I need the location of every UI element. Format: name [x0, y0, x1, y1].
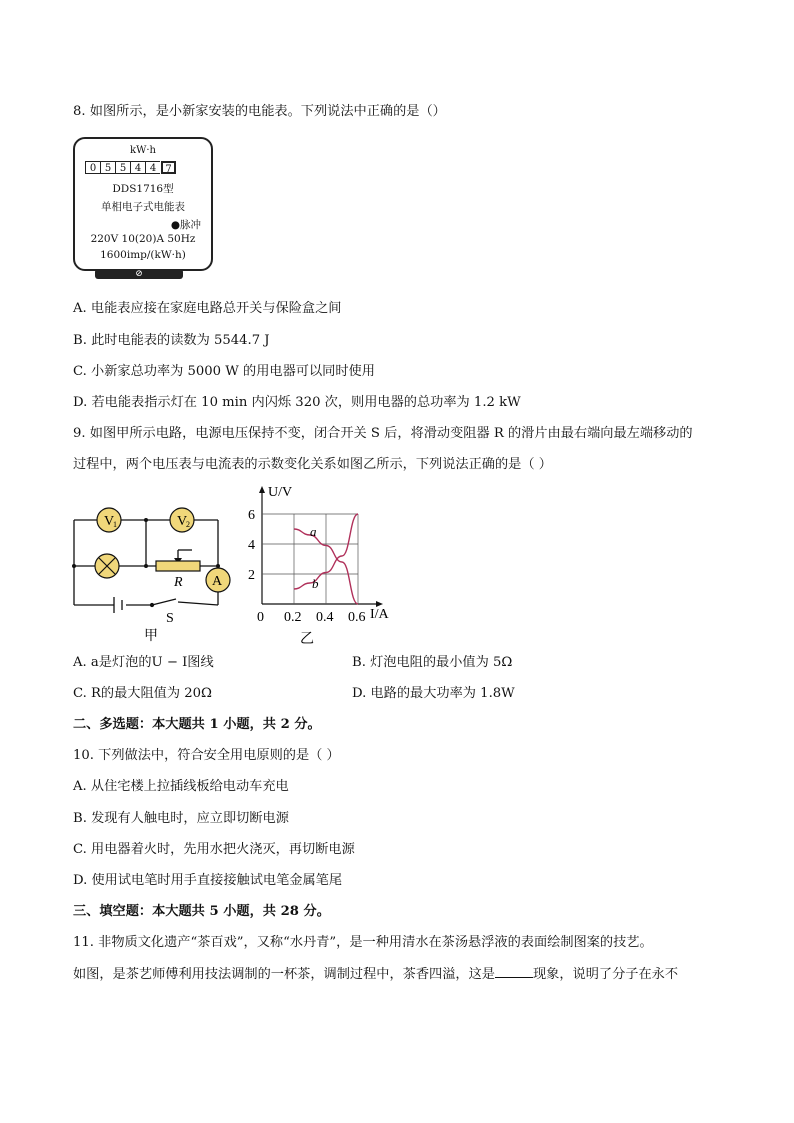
switch-label: S: [166, 611, 174, 626]
meter-digit: 5: [115, 161, 130, 174]
q10-option-c: C. 用电器着火时，先用水把火浇灭，再切断电源: [73, 842, 355, 857]
q9-stem-line2: 过程中，两个电压表与电流表的示数变化关系如图乙所示，下列说法正确的是（ ）: [73, 457, 552, 472]
x-tick-label: 0.4: [316, 610, 334, 625]
q8-option-a: A. 电能表应接在家庭电路总开关与保险盒之间: [73, 301, 342, 316]
graph-ylabel: U/V: [268, 485, 293, 500]
meter-digit-fraction: 7: [161, 161, 176, 174]
q9-stem-line1: 9. 如图甲所示电路，电源电压保持不变，闭合开关 S 后，将滑动变阻器 R 的滑片由最右端向最左端移动的: [73, 426, 693, 441]
meter-digit: 5: [100, 161, 115, 174]
section-2-heading: 二、多选题：本大题共 1 小题，共 2 分。: [73, 717, 321, 732]
ui-graph: [240, 478, 400, 648]
meter-digit: 0: [85, 161, 100, 174]
y-tick-label: 6: [248, 508, 255, 523]
q8-option-c: C. 小新家总功率为 5000 W 的用电器可以同时使用: [73, 364, 375, 379]
meter-base: [95, 269, 183, 279]
x-tick-label: 0.6: [348, 610, 366, 625]
q10-option-d: D. 使用试电笔时用手直接接触试电笔金属笔尾: [73, 873, 343, 888]
y-tick-label: 4: [248, 538, 255, 553]
x-tick-label: 0: [257, 610, 264, 625]
q11-line2-part2: 现象，说明了分子在永不: [533, 967, 679, 982]
meter-name: 单相电子式电能表: [101, 201, 185, 213]
q10-option-b: B. 发现有人触电时，应立即切断电源: [73, 811, 289, 826]
meter-base-symbol-icon: ⊘: [135, 269, 143, 279]
rheostat: [156, 561, 200, 571]
graph-xlabel: I/A: [370, 607, 389, 622]
q9-option-b: B. 灯泡电阻的最小值为 5Ω: [352, 655, 513, 670]
curve-a-label: a: [310, 524, 317, 539]
q8-stem: 8. 如图所示，是小新家安装的电能表。下列说法中正确的是（）: [73, 104, 446, 119]
q9-option-a: A. a是灯泡的U − I图线: [73, 655, 214, 670]
meter-model: DDS1716型: [112, 183, 174, 195]
electric-meter-figure: [73, 137, 213, 271]
lamp-icon: [95, 554, 119, 578]
meter-unit: kW·h: [130, 145, 156, 156]
meter-digit: 4: [130, 161, 145, 174]
meter-pulse: ●脉冲: [170, 219, 201, 231]
q10-stem: 10. 下列做法中，符合安全用电原则的是（ ）: [73, 748, 340, 763]
meter-constant: 1600imp/(kW·h): [100, 249, 186, 261]
circuit-caption: 甲: [144, 629, 158, 644]
svg-text:V: V: [177, 514, 188, 529]
q9-option-c: C. R的最大阻值为 20Ω: [73, 686, 212, 701]
graph-caption: 乙: [300, 632, 314, 647]
svg-text:A: A: [212, 574, 223, 589]
resistor-label: R: [174, 575, 183, 590]
curve-b-label: b: [312, 576, 319, 591]
y-tick-label: 2: [248, 568, 255, 583]
meter-rating: 220V 10(20)A 50Hz: [90, 233, 196, 245]
x-tick-label: 0.2: [284, 610, 302, 625]
section-3-heading: 三、填空题：本大题共 5 小题，共 28 分。: [73, 904, 330, 919]
ammeter: [206, 568, 230, 592]
answer-blank[interactable]: [495, 965, 533, 978]
voltmeter-v2: [170, 508, 194, 532]
q8-option-b: B. 此时电能表的读数为 5544.7 J: [73, 333, 270, 348]
circuit-diagram: [66, 498, 236, 646]
meter-digit: 4: [145, 161, 160, 174]
q8-option-d: D. 若电能表指示灯在 10 min 内闪烁 320 次，则用电器的总功率为 1.2 kW: [73, 395, 521, 410]
q10-option-a: A. 从住宅楼上拉插线板给电动车充电: [73, 779, 289, 794]
meter-digits: [85, 161, 176, 174]
voltmeter-v1: [97, 508, 121, 532]
q11-line1: 11. 非物质文化遗产“茶百戏”，又称“水丹青”，是一种用清水在茶汤悬浮液的表面绘制图案的技艺。: [73, 935, 653, 950]
svg-text:1: 1: [113, 520, 117, 529]
q9-option-d: D. 电路的最大功率为 1.8W: [352, 686, 515, 701]
q11-line2-part1: 如图，是茶艺师傅利用技法调制的一杯茶，调制过程中，茶香四溢，这是: [73, 967, 495, 982]
q11-line2: [73, 965, 678, 984]
svg-text:2: 2: [186, 520, 190, 529]
svg-text:V: V: [104, 514, 115, 529]
